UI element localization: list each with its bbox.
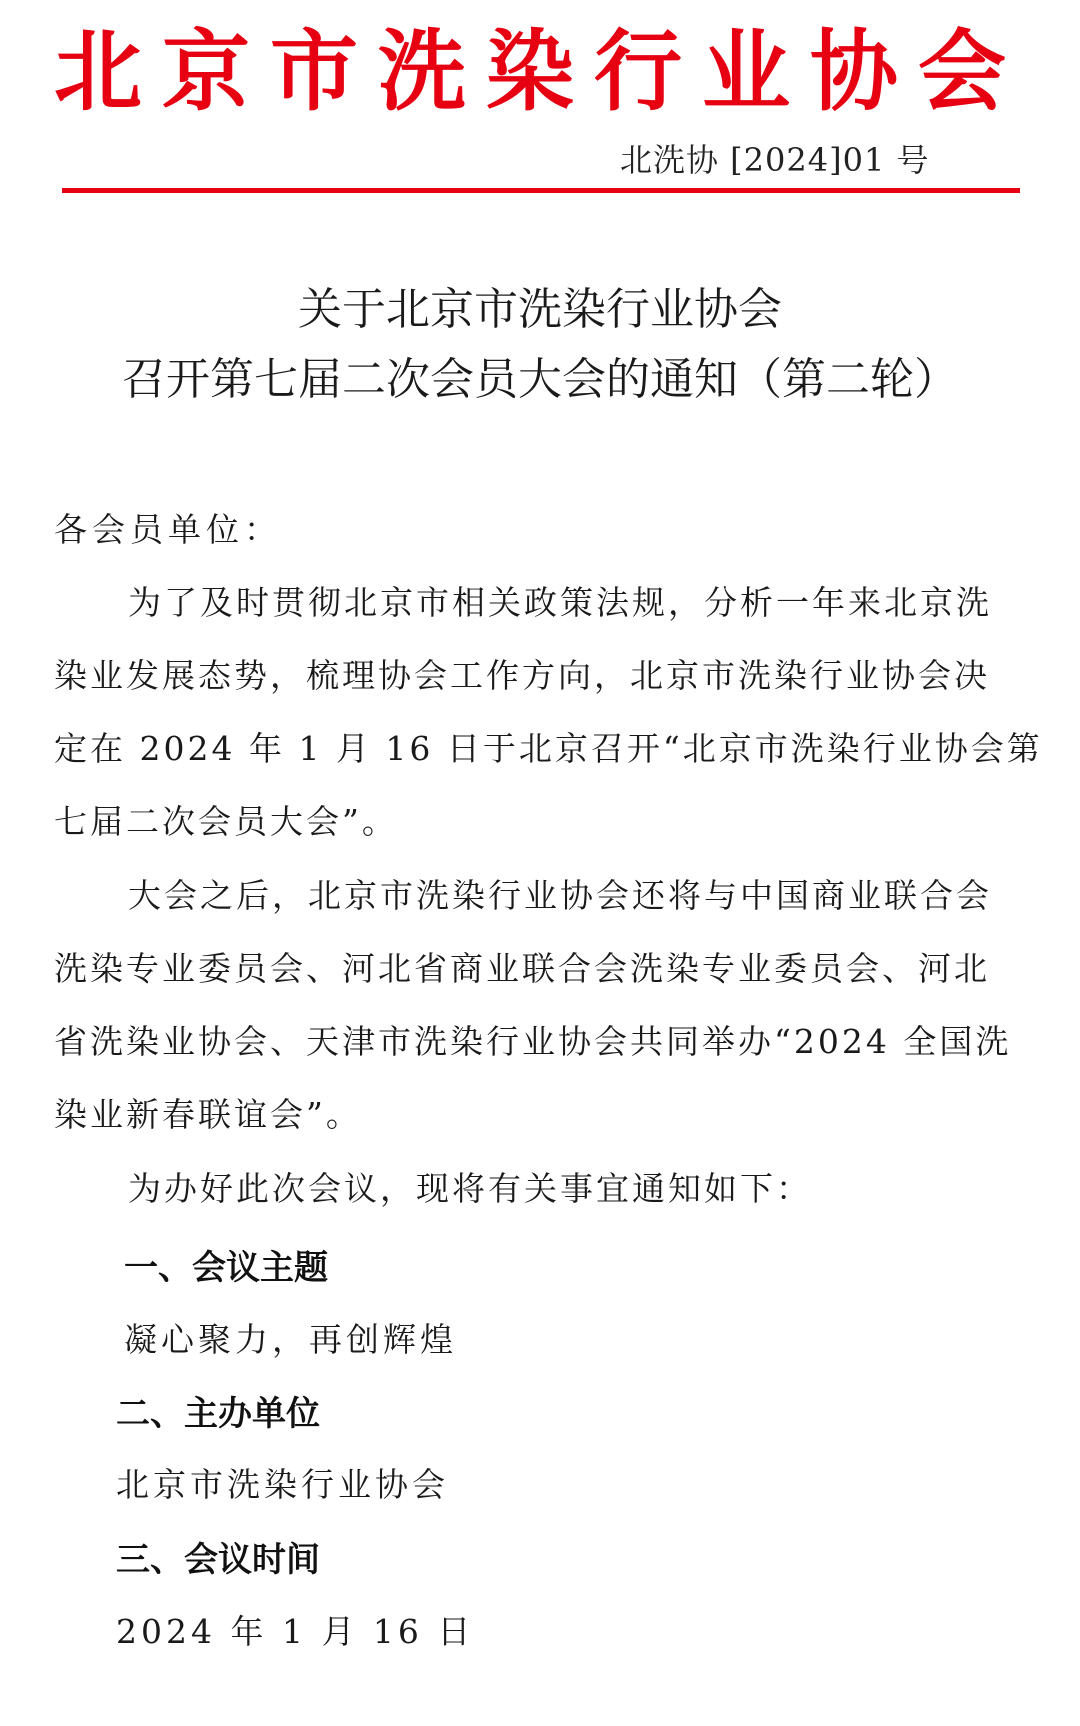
notice-title-line-1: 关于北京市洗染行业协会	[298, 284, 782, 335]
section-heading-organizer: 二、主办单位	[116, 1394, 320, 1434]
paragraph-line: 定在 2024 年 1 月 16 日于北京召开“北京市洗染行业协会第	[54, 729, 1043, 768]
paragraph-line: 省洗染业协会、天津市洗染行业协会共同举办“2024 全国洗	[54, 1022, 1012, 1061]
paragraph-line: 为办好此次会议，现将有关事宜通知如下：	[128, 1169, 812, 1208]
paragraph-intro	[54, 1152, 1029, 1225]
section-content-theme: 凝心聚力，再创辉煌	[124, 1320, 457, 1359]
salutation: 各会员单位：	[54, 510, 282, 549]
paragraph-line: 七届二次会员大会”。	[54, 802, 398, 841]
paragraph-purpose	[54, 566, 1043, 858]
organization-masthead: 北京市洗染行业协会	[53, 20, 1026, 123]
section-heading-theme: 一、会议主题	[124, 1248, 328, 1288]
paragraph-line: 大会之后，北京市洗染行业协会还将与中国商业联合会	[128, 876, 992, 915]
paragraph-festival	[54, 859, 1029, 1151]
paragraph-line: 染业新春联谊会”。	[54, 1095, 362, 1134]
section-heading-time: 三、会议时间	[116, 1540, 320, 1580]
paragraph-line: 洗染专业委员会、河北省商业联合会洗染专业委员会、河北	[54, 949, 990, 988]
red-divider-rule	[62, 188, 1020, 193]
paragraph-line: 染业发展态势，梳理协会工作方向，北京市洗染行业协会决	[54, 656, 990, 695]
notice-title-line-2: 召开第七届二次会员大会的通知（第二轮）	[122, 354, 958, 405]
section-content-time: 2024 年 1 月 16 日	[116, 1612, 475, 1651]
document-number: 北洗协 [2024]01 号	[620, 141, 930, 179]
section-content-organizer: 北京市洗染行业协会	[116, 1465, 449, 1504]
paragraph-line: 为了及时贯彻北京市相关政策法规，分析一年来北京洗	[128, 583, 992, 622]
